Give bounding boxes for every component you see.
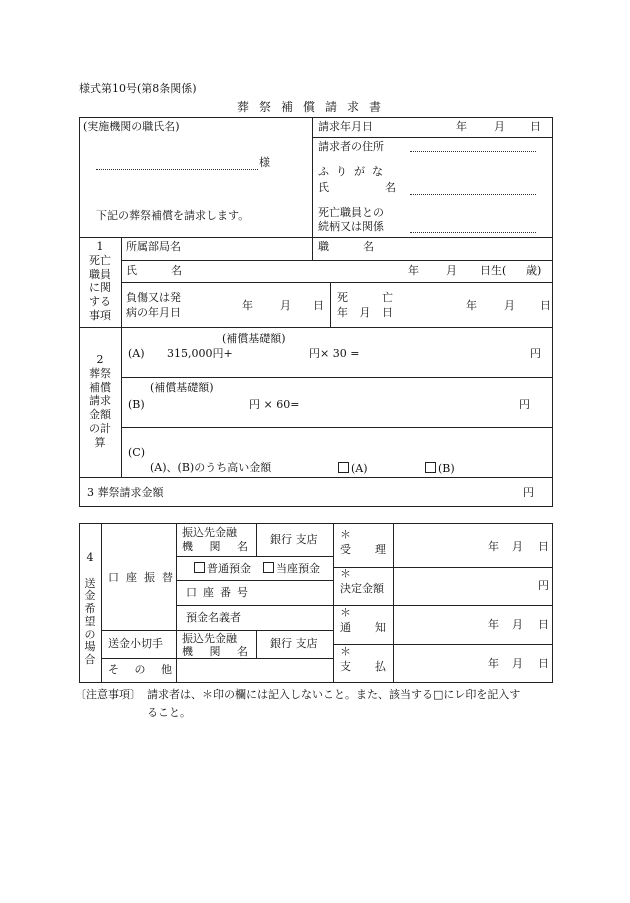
transfer-label: 口座振替 (108, 571, 180, 584)
request-sentence: 下記の葬祭補償を請求します。 (96, 209, 250, 222)
choice-b[interactable]: (B) (425, 462, 455, 474)
section4-label: 4 送 金 希 望 の 場 合 (84, 551, 96, 666)
furigana-label: ふりがな (318, 165, 390, 178)
transfer-bank-branch: 銀行 支店 (270, 533, 318, 546)
agency-line[interactable] (96, 169, 258, 170)
row-a-fixed: 315,000円+ (167, 347, 233, 360)
relation-label-1: 死亡職員との (318, 206, 384, 219)
futsu-option[interactable]: 普通預金 (194, 562, 251, 574)
injury-month: 月 (280, 299, 291, 312)
injury-label-2: 病の年月日 (126, 306, 181, 319)
claimant-address-label: 請求者の住所 (318, 140, 384, 153)
claimant-name-label (318, 182, 396, 193)
transfer-bank-label-2: 機 関 名 (182, 540, 248, 553)
age-suffix: 歳) (526, 264, 542, 277)
row-a-base-label: (補償基礎額) (222, 332, 286, 345)
birth-suffix: 日生( (480, 264, 507, 277)
row-c-label: (C) (128, 446, 145, 459)
received-month: 月 (512, 540, 523, 553)
injury-year: 年 (242, 299, 253, 312)
note-line-1: 請求者は、＊印の欄には記入しないこと。また、該当する□にレ印を記入す (147, 688, 521, 701)
name-char: 名 (385, 181, 396, 194)
department-label: 所属部局名 (126, 240, 181, 253)
other-label: そ の 他 (108, 663, 172, 676)
paid-year: 年 (488, 657, 499, 670)
decided-star: ＊ (340, 567, 351, 580)
notified-month: 月 (512, 618, 523, 631)
sama-label: 様 (259, 156, 270, 169)
birth-year: 年 (408, 264, 419, 277)
decided-yen: 円 (538, 579, 549, 592)
claimant-name-line[interactable] (410, 194, 536, 195)
paid-day: 日 (538, 657, 549, 670)
row-b-times: 円 × 60= (249, 398, 300, 411)
toza-option[interactable]: 当座預金 (263, 562, 320, 574)
check-label: 送金小切手 (108, 637, 163, 650)
row-b-base-label: (補償基礎額) (150, 381, 214, 394)
notified-label: 通 知 (340, 621, 386, 634)
request-date-year: 年 (456, 120, 467, 133)
account-holder-label: 預金名義者 (186, 611, 241, 624)
section3-yen: 円 (523, 486, 534, 499)
relation-line[interactable] (410, 232, 536, 233)
request-date-day: 日 (530, 120, 541, 133)
request-date-month: 月 (494, 120, 505, 133)
notified-day: 日 (538, 618, 549, 631)
row-b-label: (B) (128, 398, 145, 411)
account-no-label: 口 座 番 号 (186, 586, 248, 599)
check-bank-label-2: 機 関 名 (182, 645, 248, 658)
received-star: ＊ (340, 528, 351, 541)
check-bank-label-1: 振込先金融 (182, 632, 237, 645)
death-day: 日 (540, 299, 551, 312)
section3-label: 3 葬祭請求金額 (87, 486, 164, 499)
paid-month: 月 (512, 657, 523, 670)
request-date-label: 請求年月日 (318, 120, 373, 133)
position-label: 職 名 (318, 240, 374, 253)
check-bank-branch: 銀行 支店 (270, 637, 318, 650)
remittance-table (79, 523, 553, 683)
relation-label-2: 続柄又は関係 (318, 220, 384, 233)
paid-label: 支 払 (340, 660, 386, 673)
choice-a[interactable]: (A) (338, 462, 368, 474)
transfer-bank-label-1: 振込先金融 (182, 526, 237, 539)
futsu-checkbox[interactable] (194, 562, 205, 573)
section1-label: 1 死亡 職員 に関 する 事項 (89, 240, 111, 322)
paid-star: ＊ (340, 645, 351, 658)
choice-b-checkbox[interactable] (425, 462, 436, 473)
row-a-times: 円× 30 = (309, 347, 360, 360)
agency-label: (実施機関の職氏名) (83, 120, 180, 133)
row-a-label: (A) (128, 347, 145, 360)
birth-month: 月 (446, 264, 457, 277)
row-a-yen: 円 (530, 347, 541, 360)
death-year: 年 (466, 299, 477, 312)
choice-a-checkbox[interactable] (338, 462, 349, 473)
form-number: 様式第10号(第8条関係) (79, 82, 197, 95)
row-b-yen: 円 (519, 398, 530, 411)
received-year: 年 (488, 540, 499, 553)
notified-star: ＊ (340, 606, 351, 619)
claimant-address-line[interactable] (410, 151, 536, 152)
received-label: 受 理 (340, 543, 386, 556)
deceased-name-label: 氏 名 (126, 264, 182, 277)
death-label-2: 年 月 日 (337, 306, 393, 319)
notified-year: 年 (488, 618, 499, 631)
note-line-2: ること。 (147, 706, 191, 719)
section2-label: 2 葬祭 補償 請求 金額 の計 算 (89, 353, 111, 449)
received-day: 日 (538, 540, 549, 553)
note-label: 〔注意事項〕 (75, 688, 141, 701)
death-month: 月 (504, 299, 515, 312)
row-c-text: (A)、(B)のうち高い金額 (150, 461, 272, 474)
injury-label-1: 負傷又は発 (126, 291, 181, 304)
toza-checkbox[interactable] (263, 562, 274, 573)
decided-label: 決定金額 (340, 582, 384, 595)
injury-day: 日 (313, 299, 324, 312)
name-char: 氏 (318, 181, 329, 194)
page-title: 葬祭補償請求書 (237, 100, 392, 114)
death-label-1: 死 亡 (337, 291, 393, 304)
